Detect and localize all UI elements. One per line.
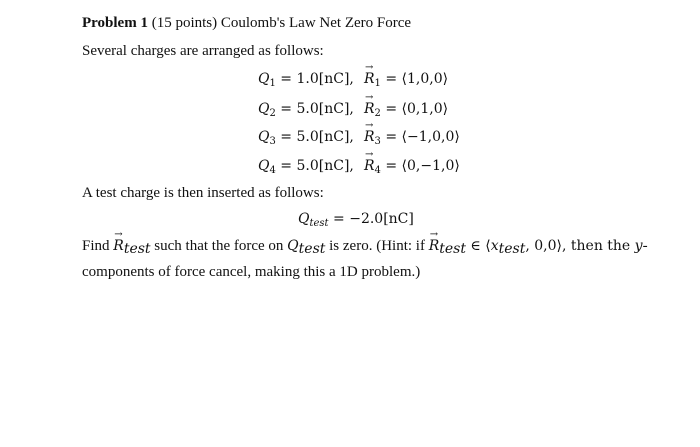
problem-title bbox=[82, 15, 411, 32]
charge-q1: $Q_1 = 1.0[nC]$, bbox=[258, 71, 354, 89]
charge-q4: $Q_4 = 5.0[nC]$, bbox=[258, 158, 354, 176]
position-r3: → $R_3$ = ⟨−1,0,0⟩ bbox=[364, 129, 504, 145]
charge-q3: $Q_3 = 5.0[nC]$, bbox=[258, 129, 354, 147]
position-r4: → $R_4$ = ⟨0,−1,0⟩ bbox=[364, 158, 504, 174]
charge-q2: $Q_2 = 5.0[nC]$, bbox=[258, 101, 354, 119]
position-r1: → $R_1$ = ⟨1,0,0⟩ bbox=[364, 71, 504, 87]
find-paragraph-line2: components of force cancel, making this a 1D problem.) bbox=[82, 264, 421, 280]
find-paragraph-line1: Find → $R_{test}$ such that the force on $Q_{test}$ is zero. (Hint: if → $R_{test}$ ∈ $⟨x_{test}$, 0,0⟩, then the y- bbox=[82, 238, 648, 255]
problem-points: (15 points) Coulomb's Law Net Zero Force bbox=[151, 15, 412, 31]
test-charge-equation: $Q_{test} = -2.0[nC]$ bbox=[298, 211, 414, 229]
problem-number: Problem 1 bbox=[82, 15, 148, 31]
position-r2: → $R_2$ = ⟨0,1,0⟩ bbox=[364, 101, 504, 117]
test-intro-text: A test charge is then inserted as follows: bbox=[82, 185, 324, 201]
intro-text: Several charges are arranged as follows: bbox=[82, 43, 324, 59]
